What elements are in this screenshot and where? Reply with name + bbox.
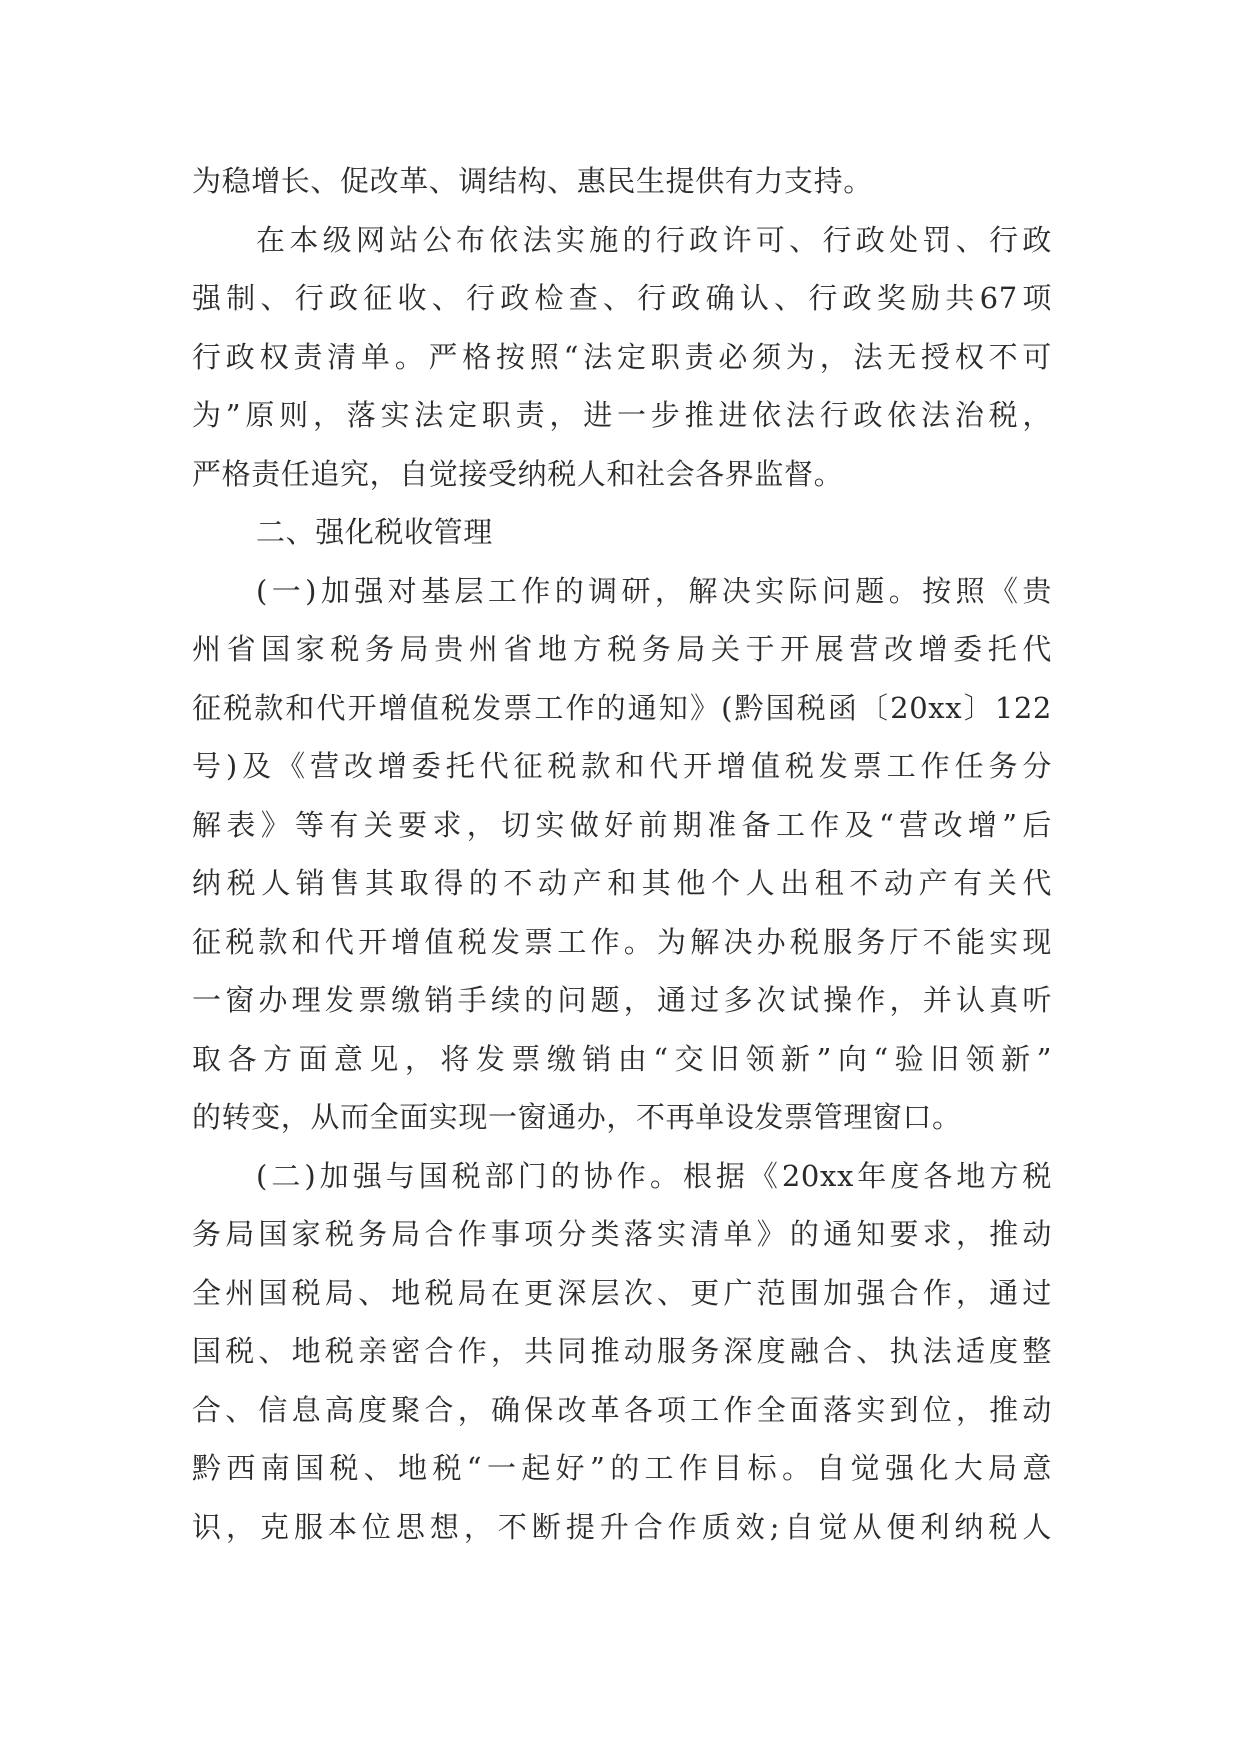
text-line: 取各方面意见，将发票缴销由“交旧领新”向“验旧领新” [192, 1041, 1052, 1076]
paragraph-first-line: 在本级网站公布依法实施的行政许可、行政处罚、行政 [256, 222, 1052, 257]
text-line: 严格责任追究，自觉接受纳税人和社会各界监督。 [192, 456, 844, 491]
text-line: 为稳增长、促改革、调结构、惠民生提供有力支持。 [192, 164, 873, 198]
paragraph-first-line: (二)加强与国税部门的协作。根据《20xx年度各地方税 [256, 1158, 1052, 1193]
text-line: 号)及《营改增委托代征税款和代开增值税发票工作任务分 [192, 749, 1052, 783]
text-line: 解表》等有关要求，切实做好前期准备工作及“营改增”后 [192, 807, 1052, 842]
text-line: 纳税人销售其取得的不动产和其他个人出租不动产有关代 [192, 866, 1052, 900]
text-line: 务局国家税务局合作事项分类落实清单》的通知要求，推动 [192, 1217, 1052, 1251]
text-line: 行政权责清单。严格按照“法定职责必须为，法无授权不可 [192, 339, 1052, 374]
text-line: 征税款和代开增值税发票工作。为解决办税服务厅不能实现 [192, 924, 1052, 959]
text-line: 黔西南国税、地税“一起好”的工作目标。自觉强化大局意 [192, 1451, 1052, 1485]
section-heading: 二、强化税收管理 [256, 515, 493, 549]
text-line: 州省国家税务局贵州省地方税务局关于开展营改增委托代 [192, 632, 1052, 666]
text-line: 全州国税局、地税局在更深层次、更广范围加强合作，通过 [192, 1275, 1052, 1310]
text-line: 的转变，从而全面实现一窗通办，不再单设发票管理窗口。 [192, 1100, 962, 1134]
text-line: 识，克服本位思想，不断提升合作质效;自觉从便利纳税人 [192, 1509, 1052, 1544]
text-line: 为”原则，落实法定职责，进一步推进依法行政依法治税， [192, 398, 1052, 432]
text-line: 合、信息高度聚合，确保改革各项工作全面落实到位，推动 [192, 1392, 1052, 1427]
text-line: 征税款和代开增值税发票工作的通知》(黔国税函〔20xx〕122 [192, 690, 1052, 725]
text-line: 一窗办理发票缴销手续的问题，通过多次试操作，并认真听 [192, 983, 1052, 1017]
text-line: 强制、行政征收、行政检查、行政确认、行政奖励共67项 [192, 281, 1052, 315]
paragraph-first-line: (一)加强对基层工作的调研，解决实际问题。按照《贵 [256, 573, 1052, 608]
text-line: 国税、地税亲密合作，共同推动服务深度融合、执法适度整 [192, 1334, 1052, 1368]
document-body [192, 152, 1052, 1556]
